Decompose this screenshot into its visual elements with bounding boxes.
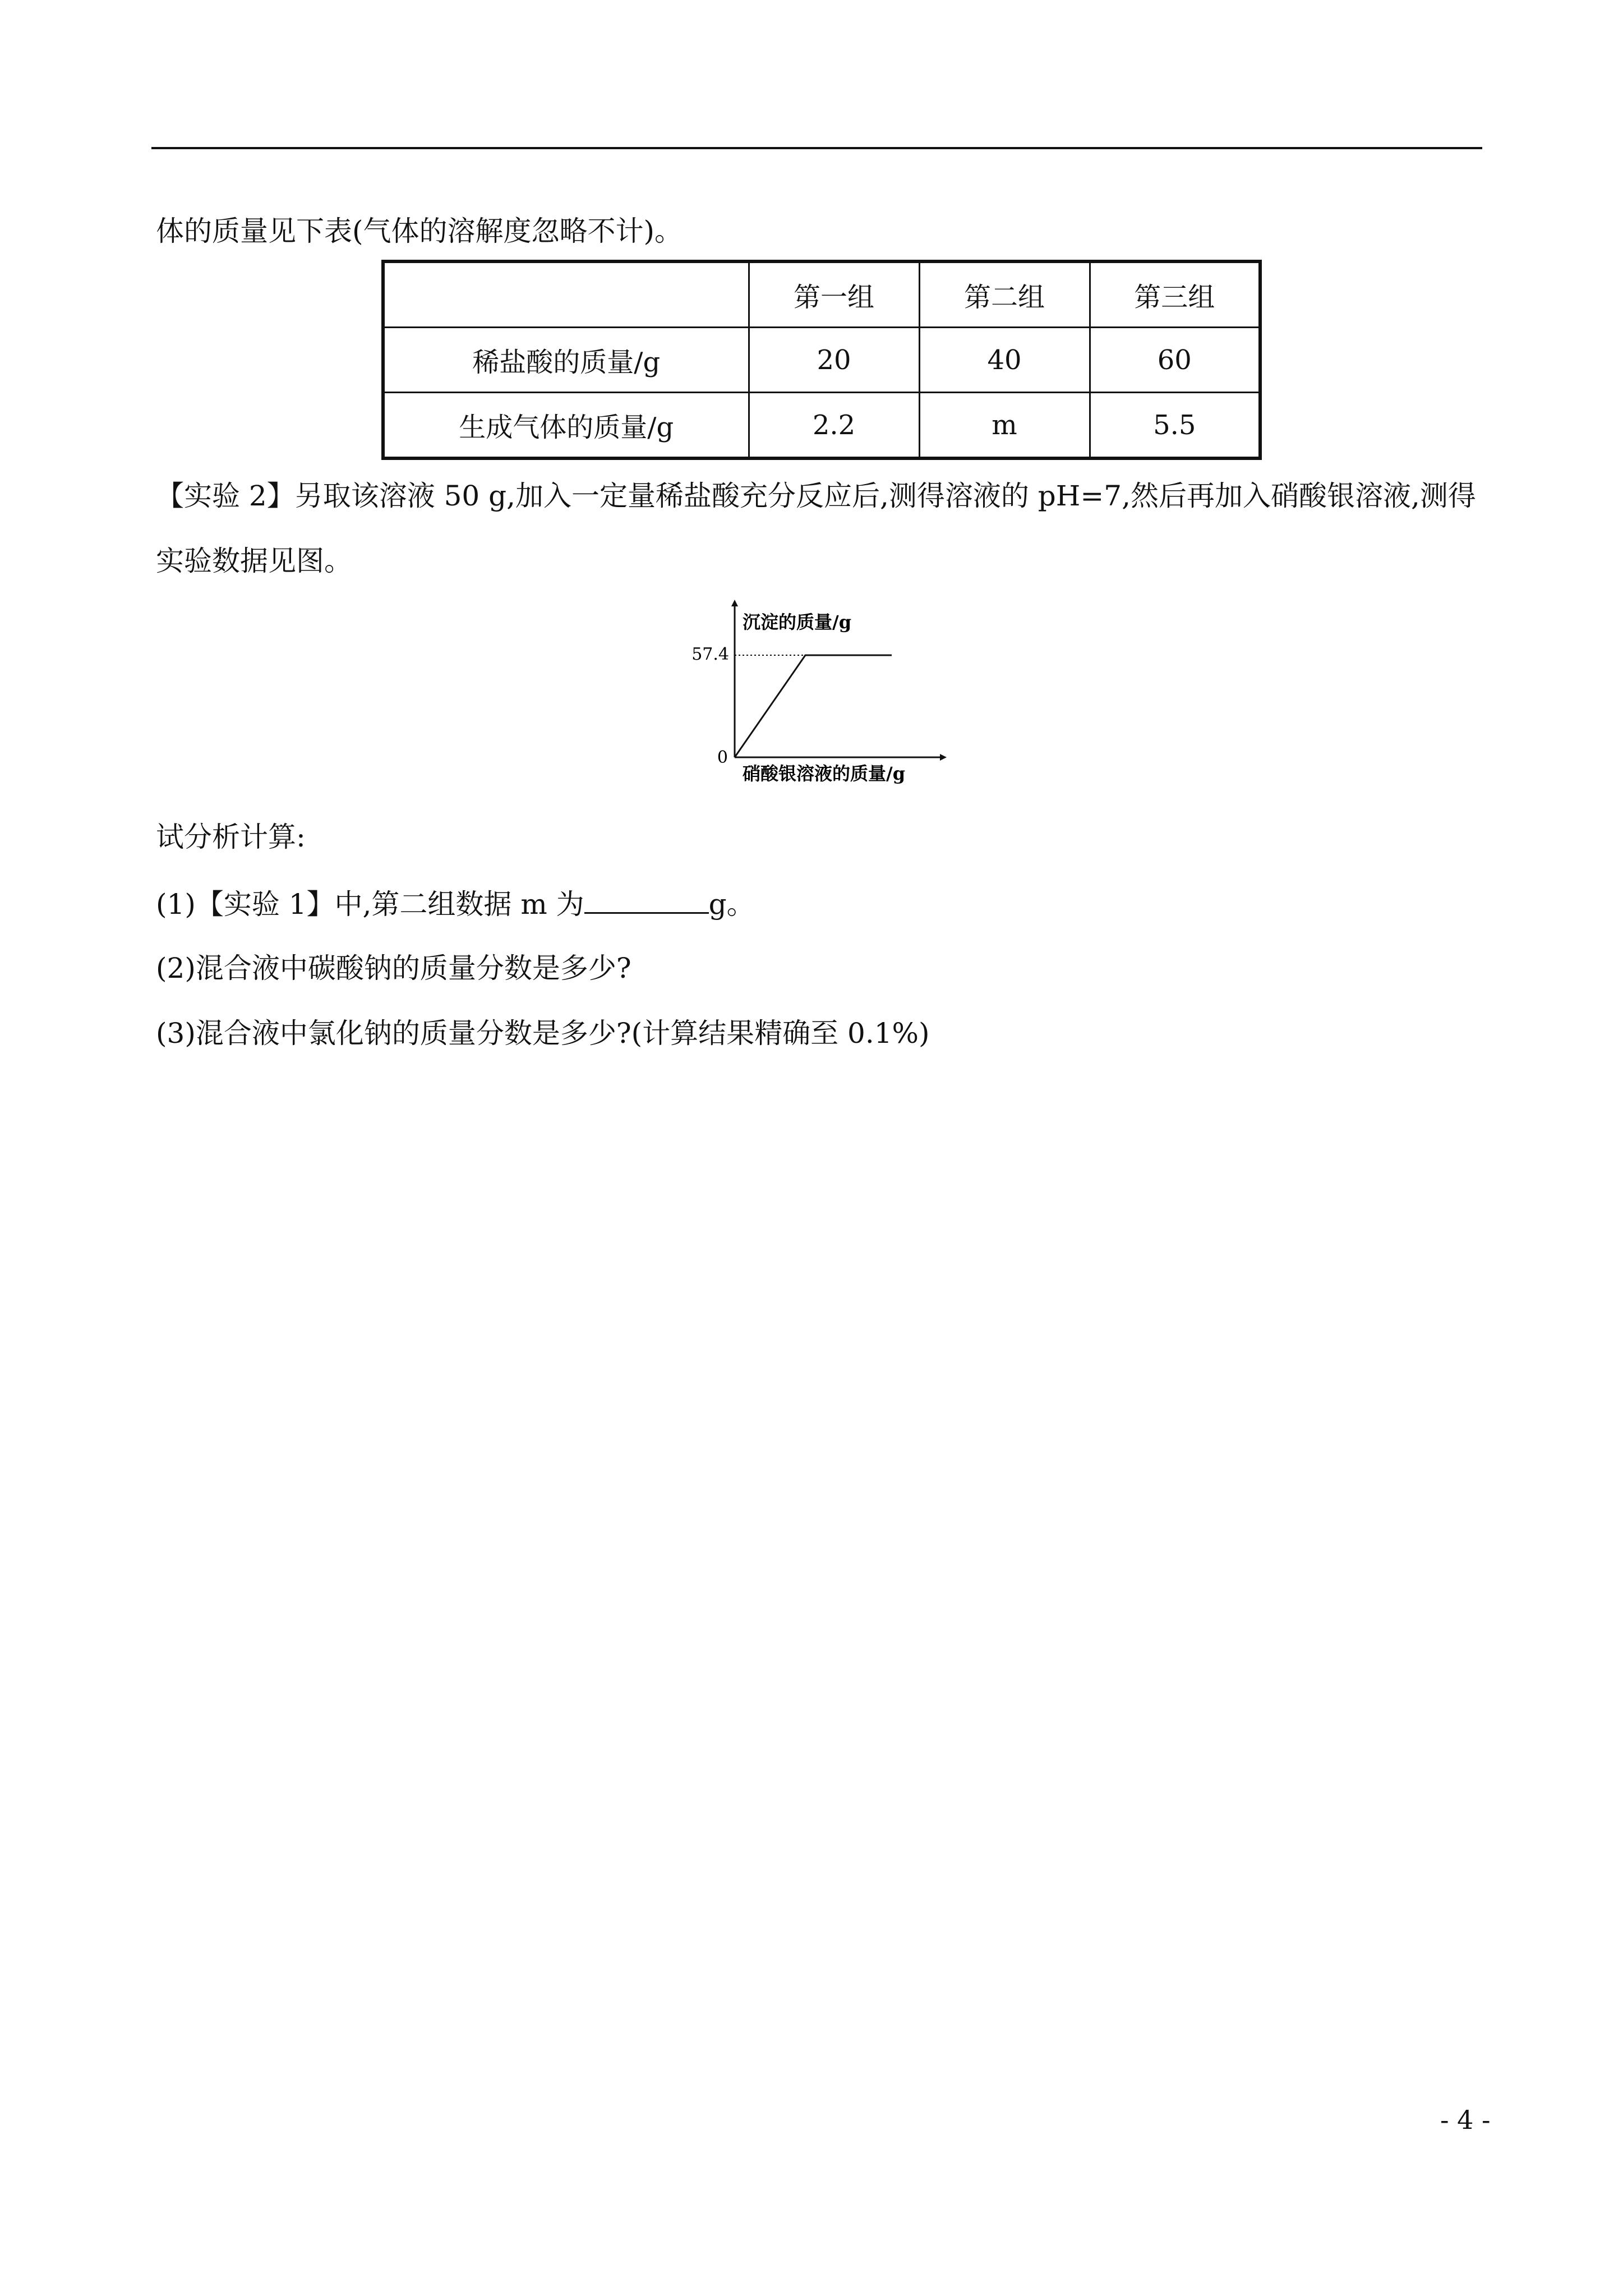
- table-cell: 40: [919, 328, 1090, 393]
- question-3: (3)混合液中氯化钠的质量分数是多少?(计算结果精确至 0.1%): [156, 1017, 930, 1050]
- table-header-cell: [383, 261, 749, 328]
- table-cell: 20: [749, 328, 919, 393]
- row-label: 稀盐酸的质量/g: [383, 328, 749, 393]
- experiment2-line2: 实验数据见图。: [156, 545, 352, 577]
- series-line: [735, 655, 892, 757]
- y-tick-label: 57.4: [691, 645, 729, 664]
- table-header-row: [383, 261, 1260, 328]
- row-label: 生成气体的质量/g: [383, 393, 749, 459]
- table-cell: 5.5: [1090, 393, 1260, 459]
- experiment2-line1: 【实验 2】另取该溶液 50 g,加入一定量稀盐酸充分反应后,测得溶液的 pH=7,然后再加入硝酸银溶液,测得: [156, 480, 1476, 512]
- question-1: [156, 885, 755, 922]
- header-rule: [151, 147, 1482, 149]
- page-number: - 4 -: [1440, 2105, 1491, 2135]
- table-row: [383, 393, 1260, 459]
- table-header-cell: 第一组: [749, 261, 919, 328]
- table-cell: 2.2: [749, 393, 919, 459]
- x-axis-label: 硝酸银溶液的质量/g: [743, 763, 906, 784]
- y-axis-label: 沉淀的质量/g: [743, 611, 852, 633]
- origin-label: 0: [717, 748, 728, 767]
- question-1-text: (1)【实验 1】中,第二组数据 m 为: [156, 888, 584, 921]
- table-cell: m: [919, 393, 1090, 459]
- table-row: [383, 328, 1260, 393]
- data-table: [381, 260, 1262, 460]
- table-cell: 60: [1090, 328, 1260, 393]
- question-1-unit: g。: [708, 888, 755, 921]
- table-header-cell: 第三组: [1090, 261, 1260, 328]
- questions-intro: 试分析计算:: [156, 821, 306, 853]
- precipitate-chart: [684, 595, 953, 797]
- question-2: (2)混合液中碳酸钠的质量分数是多少?: [156, 952, 631, 984]
- table-header-cell: 第二组: [919, 261, 1090, 328]
- answer-blank: [584, 885, 709, 914]
- intro-text: 体的质量见下表(气体的溶解度忽略不计)。: [156, 215, 683, 247]
